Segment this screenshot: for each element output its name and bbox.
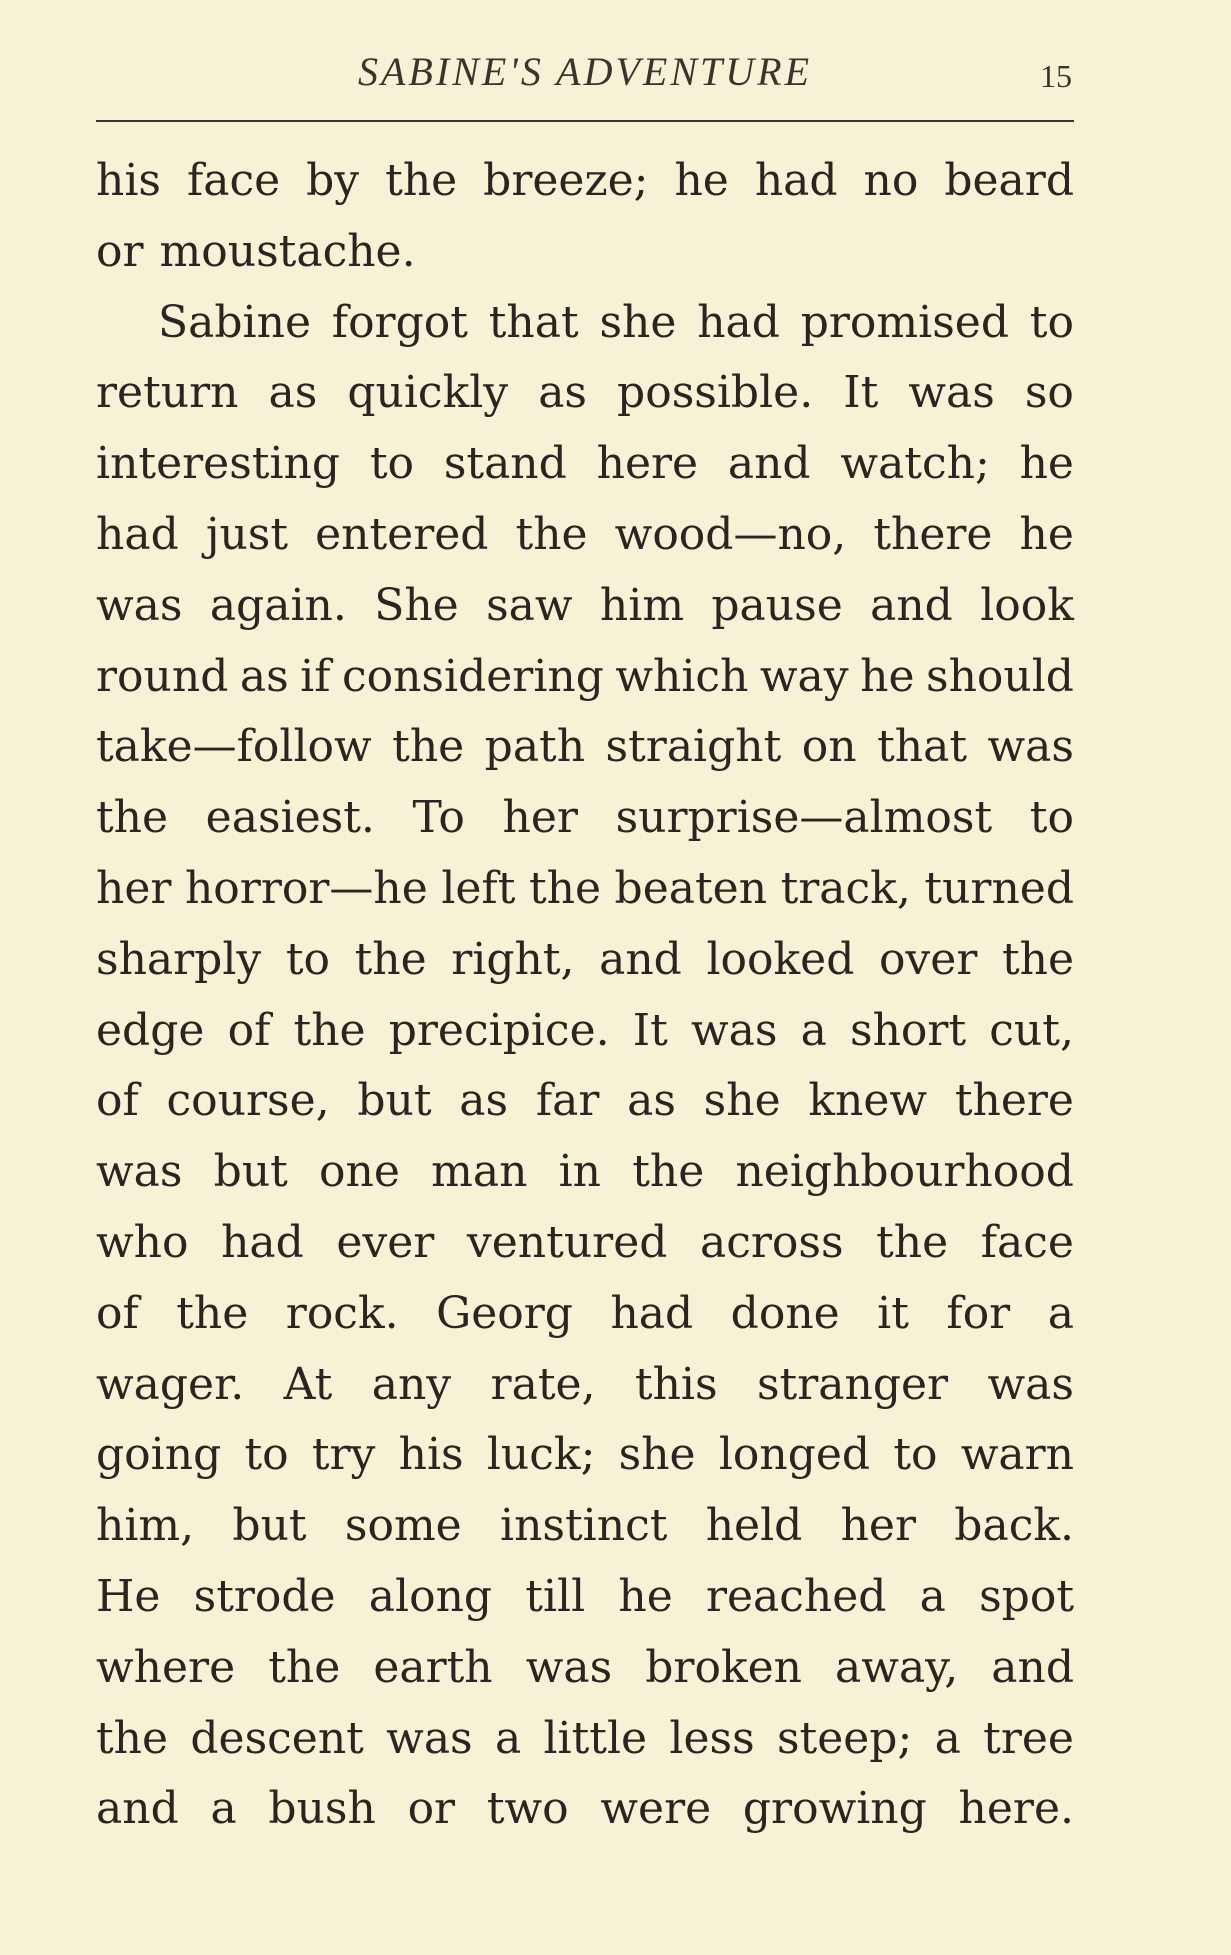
word: along xyxy=(368,1570,493,1622)
text-line xyxy=(96,288,1074,359)
word: for xyxy=(946,1287,1011,1339)
word: away, xyxy=(835,1641,959,1693)
word: had xyxy=(96,508,179,560)
word: It xyxy=(632,1004,668,1056)
word: a xyxy=(494,1712,522,1764)
word: breeze; xyxy=(483,155,649,206)
word: till xyxy=(525,1570,586,1622)
word: wager. xyxy=(96,1358,245,1410)
word: she xyxy=(599,296,677,348)
word: man xyxy=(431,1146,528,1198)
word: beard xyxy=(944,155,1074,206)
word: luck; xyxy=(486,1429,596,1481)
text-line xyxy=(96,854,1074,925)
text-line xyxy=(96,500,1074,571)
text-line xyxy=(96,712,1074,783)
word: back. xyxy=(954,1500,1074,1552)
word: the xyxy=(515,508,588,560)
word: of xyxy=(96,1287,139,1339)
word: as xyxy=(239,650,289,702)
word: easiest. xyxy=(205,792,375,844)
word: of xyxy=(96,1075,139,1127)
word: the xyxy=(1001,933,1074,985)
word: in xyxy=(558,1146,602,1198)
word: strode xyxy=(193,1570,336,1622)
word: was xyxy=(987,1358,1074,1410)
word: as xyxy=(627,1075,676,1127)
word: edge xyxy=(96,1004,205,1056)
body-text xyxy=(96,146,1074,1845)
word: should xyxy=(925,650,1074,702)
word: to xyxy=(893,1429,938,1481)
word: no xyxy=(863,155,919,206)
word: far xyxy=(535,1075,600,1127)
word: precipice. xyxy=(388,1004,610,1056)
word: two xyxy=(486,1783,569,1835)
word: She xyxy=(374,579,459,631)
word: was xyxy=(690,1004,778,1056)
word: was xyxy=(96,579,183,631)
word: watch; xyxy=(840,438,990,490)
text-line xyxy=(96,1562,1074,1633)
word: rock. xyxy=(285,1287,399,1339)
word: her xyxy=(96,862,172,914)
word: the xyxy=(176,1287,249,1339)
word: Sabine xyxy=(158,296,311,348)
word: horror—he xyxy=(184,862,428,914)
word: which xyxy=(615,650,749,702)
word: had xyxy=(221,1216,304,1268)
word: here. xyxy=(958,1783,1074,1835)
word: there xyxy=(954,1075,1074,1127)
word: look xyxy=(980,579,1074,631)
text-line xyxy=(96,1208,1074,1279)
word: he xyxy=(860,650,915,702)
word: to xyxy=(244,1429,289,1481)
word: just xyxy=(205,508,289,560)
word: but xyxy=(232,1500,307,1552)
text-line xyxy=(96,1279,1074,1350)
word: cut, xyxy=(989,1004,1074,1056)
word: bush xyxy=(268,1783,376,1835)
word: of xyxy=(227,1004,271,1056)
word: here xyxy=(596,438,699,490)
word: the xyxy=(268,1641,341,1693)
text-line xyxy=(96,358,1074,429)
word: if xyxy=(300,650,331,702)
word: held xyxy=(705,1500,803,1552)
header-rule xyxy=(96,120,1074,122)
word: a xyxy=(919,1570,946,1622)
word: descent xyxy=(190,1712,364,1764)
word: ever xyxy=(336,1216,435,1268)
word: reached xyxy=(705,1570,887,1622)
word: who xyxy=(96,1216,189,1268)
word: had xyxy=(697,296,780,348)
word: the xyxy=(96,1712,169,1764)
word: sharply xyxy=(96,933,262,985)
word: path xyxy=(484,721,586,773)
word: knew xyxy=(808,1075,928,1127)
word: a xyxy=(1047,1287,1074,1339)
word: return xyxy=(96,367,239,419)
word: entered xyxy=(315,508,489,560)
word: right, xyxy=(451,933,575,985)
word: one xyxy=(319,1146,400,1198)
word: across xyxy=(699,1216,844,1268)
word: possible. xyxy=(617,367,814,419)
word: pause xyxy=(711,579,843,631)
text-line xyxy=(96,1137,1074,1208)
word: promised xyxy=(800,296,1009,348)
word: the xyxy=(293,1004,366,1056)
word: he xyxy=(618,1570,673,1622)
word: and xyxy=(96,1783,179,1835)
word: spot xyxy=(979,1570,1074,1622)
word: To xyxy=(412,792,465,844)
word: to xyxy=(369,438,415,490)
word: less xyxy=(669,1712,755,1764)
word: by xyxy=(306,155,360,206)
word: steep; xyxy=(776,1712,913,1764)
word: he xyxy=(674,155,729,206)
word: and xyxy=(991,1641,1074,1693)
word: looked xyxy=(706,933,855,985)
word: growing xyxy=(742,1783,927,1835)
word: turned xyxy=(924,862,1074,914)
word: or xyxy=(407,1783,456,1835)
text-line xyxy=(96,429,1074,500)
word: instinct xyxy=(500,1500,668,1552)
word: over xyxy=(878,933,978,985)
word: warn xyxy=(960,1429,1074,1481)
word: and xyxy=(727,438,811,490)
text-line xyxy=(96,1350,1074,1421)
word: and xyxy=(870,579,953,631)
text-line xyxy=(96,1420,1074,1491)
word: stranger xyxy=(756,1358,949,1410)
text-line xyxy=(96,1774,1074,1845)
running-head xyxy=(96,48,1074,108)
word: He xyxy=(96,1570,161,1622)
word: that xyxy=(488,296,579,348)
word: to xyxy=(285,933,331,985)
word: stand xyxy=(443,438,567,490)
word: were xyxy=(600,1783,712,1835)
word: wood—no, xyxy=(614,508,847,560)
word: course, xyxy=(166,1075,330,1127)
word: a xyxy=(800,1004,827,1056)
word: track, xyxy=(780,862,911,914)
word: try xyxy=(311,1429,376,1481)
word: he xyxy=(1019,508,1074,560)
word: a xyxy=(934,1712,961,1764)
word: left xyxy=(441,862,516,914)
text-line xyxy=(96,1491,1074,1562)
word: her xyxy=(840,1500,917,1552)
word: or xyxy=(96,225,144,277)
word: as xyxy=(538,367,587,419)
text-line xyxy=(96,1066,1074,1137)
word: that xyxy=(877,721,967,773)
word: this xyxy=(634,1358,718,1410)
word: again. xyxy=(209,579,347,631)
word: was xyxy=(525,1641,613,1693)
word: where xyxy=(96,1641,236,1693)
word: he xyxy=(1019,438,1074,490)
word: the xyxy=(632,1146,705,1198)
word: but xyxy=(357,1075,432,1127)
word: was xyxy=(386,1712,473,1764)
word: way xyxy=(759,650,849,702)
word: quickly xyxy=(347,367,509,419)
word: the xyxy=(528,862,601,914)
word: her xyxy=(502,792,578,844)
word: saw xyxy=(486,579,573,631)
word: had xyxy=(610,1287,694,1339)
text-line xyxy=(96,783,1074,854)
word: straight xyxy=(605,721,782,773)
word: little xyxy=(543,1712,648,1764)
word: forgot xyxy=(331,296,468,348)
word: rate, xyxy=(490,1358,596,1410)
word: interesting xyxy=(96,438,341,490)
word: on xyxy=(801,721,857,773)
word: the xyxy=(876,1216,949,1268)
word: his xyxy=(96,155,161,206)
word: Georg xyxy=(436,1287,573,1339)
word: him, xyxy=(96,1500,195,1552)
word: so xyxy=(1024,367,1074,419)
word: face xyxy=(980,1216,1074,1268)
word: his xyxy=(398,1429,464,1481)
word: earth xyxy=(373,1641,493,1693)
text-line xyxy=(96,642,1074,713)
text-line xyxy=(96,1704,1074,1775)
word: to xyxy=(1029,296,1074,348)
word: was xyxy=(908,367,995,419)
word: was xyxy=(96,1146,183,1198)
word: she xyxy=(703,1075,781,1127)
word: It xyxy=(843,367,879,419)
word: moustache. xyxy=(159,225,416,277)
page-number: 15 xyxy=(1040,58,1072,94)
word: him xyxy=(599,579,685,631)
word: there xyxy=(873,508,993,560)
word: neighbourhood xyxy=(735,1146,1074,1198)
text-line xyxy=(96,146,1074,217)
word: face xyxy=(186,155,281,206)
text-line xyxy=(96,1633,1074,1704)
word: round xyxy=(96,650,229,702)
word: but xyxy=(213,1146,288,1198)
word: done xyxy=(730,1287,840,1339)
word: ventured xyxy=(466,1216,668,1268)
word: longed xyxy=(718,1429,871,1481)
word: was xyxy=(987,721,1074,773)
word: going xyxy=(96,1429,222,1481)
word: At xyxy=(283,1358,333,1410)
word: the xyxy=(392,721,465,773)
word: considering xyxy=(341,650,604,702)
word: surprise—almost xyxy=(615,792,993,844)
text-line xyxy=(96,571,1074,642)
word: had xyxy=(754,155,838,206)
word: beaten xyxy=(614,862,768,914)
word: any xyxy=(371,1358,452,1410)
word: tree xyxy=(983,1712,1074,1764)
word: broken xyxy=(645,1641,802,1693)
running-title: SABINE'S ADVENTURE xyxy=(358,49,812,94)
word: a xyxy=(210,1783,237,1835)
word: take—follow xyxy=(96,721,372,773)
word: as xyxy=(268,367,318,419)
word: as xyxy=(459,1075,509,1127)
word: to xyxy=(1029,792,1074,844)
word: the xyxy=(354,933,427,985)
word: short xyxy=(850,1004,967,1056)
word: the xyxy=(96,792,169,844)
word: she xyxy=(618,1429,696,1481)
text-line xyxy=(96,925,1074,996)
word: the xyxy=(385,155,458,206)
word: and xyxy=(599,933,682,985)
text-line xyxy=(96,996,1074,1067)
text-line xyxy=(96,217,1074,288)
word: some xyxy=(344,1500,462,1552)
word: it xyxy=(877,1287,909,1339)
